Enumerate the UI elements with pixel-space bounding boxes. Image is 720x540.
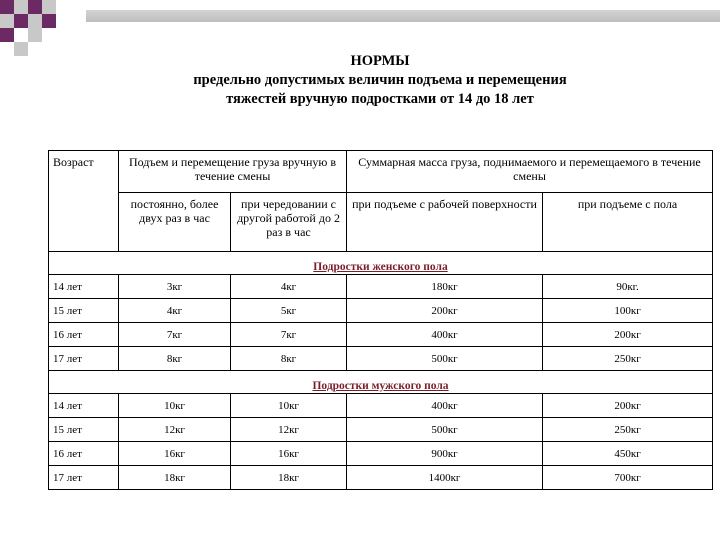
cell-age: 16 лет [49, 442, 119, 466]
cell-value: 700кг [543, 466, 713, 490]
header-decor-bar [86, 10, 720, 22]
section-row-female [49, 252, 713, 275]
cell-value: 12кг [119, 418, 231, 442]
table-row [49, 323, 713, 347]
table-row [49, 394, 713, 418]
cell-value: 18кг [119, 466, 231, 490]
cell-value: 10кг [119, 394, 231, 418]
title-line-3: тяжестей вручную подростками от 14 до 18 лет [226, 91, 534, 107]
cell-value: 180кг [347, 275, 543, 299]
cell-age: 15 лет [49, 418, 119, 442]
table-row [49, 299, 713, 323]
table-header-row [49, 151, 713, 193]
cell-value: 900кг [347, 442, 543, 466]
cell-value: 1400кг [347, 466, 543, 490]
cell-value: 12кг [231, 418, 347, 442]
cell-value: 3кг [119, 275, 231, 299]
cell-value: 400кг [347, 323, 543, 347]
page-title [90, 52, 670, 109]
cell-value: 16кг [119, 442, 231, 466]
table-subheader-row [49, 193, 713, 252]
header-group-total-mass: Суммарная масса груза, поднимаемого и перемещаемого в течение смены [347, 151, 713, 193]
title-line-2: предельно допустимых величин подъема и перемещения [193, 72, 567, 88]
cell-value: 8кг [119, 347, 231, 371]
cell-value: 7кг [119, 323, 231, 347]
header-age: Возраст [49, 151, 119, 252]
cell-value: 16кг [231, 442, 347, 466]
cell-value: 10кг [231, 394, 347, 418]
cell-value: 18кг [231, 466, 347, 490]
table-row [49, 418, 713, 442]
cell-value: 500кг [347, 418, 543, 442]
cell-value: 250кг [543, 347, 713, 371]
cell-age: 16 лет [49, 323, 119, 347]
cell-value: 8кг [231, 347, 347, 371]
header-from-floor: при подъеме с пола [543, 193, 713, 252]
cell-age: 17 лет [49, 347, 119, 371]
cell-value: 250кг [543, 418, 713, 442]
section-label-female: Подростки женского пола [313, 261, 448, 273]
cell-age: 14 лет [49, 394, 119, 418]
header-from-surface: при подъеме с рабочей поверхности [347, 193, 543, 252]
cell-value: 90кг. [543, 275, 713, 299]
cell-value: 200кг [347, 299, 543, 323]
cell-value: 100кг [543, 299, 713, 323]
header-group-lifting: Подъем и перемещение груза вручную в течение смены [119, 151, 347, 193]
cell-value: 450кг [543, 442, 713, 466]
table-row [49, 347, 713, 371]
cell-age: 14 лет [49, 275, 119, 299]
cell-value: 4кг [231, 275, 347, 299]
cell-age: 15 лет [49, 299, 119, 323]
cell-age: 17 лет [49, 466, 119, 490]
title-line-1: НОРМЫ [350, 53, 410, 69]
section-row-male [49, 371, 713, 394]
cell-value: 5кг [231, 299, 347, 323]
cell-value: 500кг [347, 347, 543, 371]
header-constant: постоянно, более двух раз в час [119, 193, 231, 252]
cell-value: 200кг [543, 394, 713, 418]
header-alternating: при чередовании с другой работой до 2 раз в час [231, 193, 347, 252]
cell-value: 400кг [347, 394, 543, 418]
cell-value: 7кг [231, 323, 347, 347]
section-label-male: Подростки мужского пола [312, 380, 449, 392]
table-row [49, 442, 713, 466]
cell-value: 4кг [119, 299, 231, 323]
norms-table [48, 150, 713, 490]
table-row [49, 466, 713, 490]
cell-value: 200кг [543, 323, 713, 347]
table-row [49, 275, 713, 299]
